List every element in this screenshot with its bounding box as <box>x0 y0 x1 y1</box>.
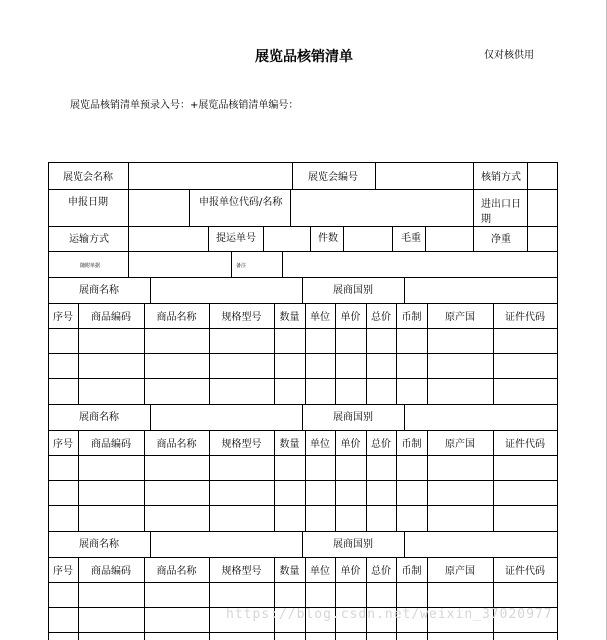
column-header: 总价 <box>371 439 391 450</box>
grid-line-horizontal <box>48 353 558 354</box>
column-header: 证件代码 <box>505 312 545 323</box>
grid-line-vertical <box>144 303 145 404</box>
grid-line-vertical <box>209 557 210 640</box>
grid-line-horizontal <box>48 531 558 532</box>
grid-line-horizontal <box>48 455 558 456</box>
grid-line-vertical <box>282 251 283 277</box>
expo-no-label: 展览会编号 <box>308 172 358 183</box>
grid-line-horizontal <box>48 277 558 278</box>
grid-line-vertical <box>78 557 79 640</box>
grid-line-horizontal <box>48 480 558 481</box>
grid-line-vertical <box>302 277 303 303</box>
grid-line-vertical <box>208 226 209 251</box>
grid-line-vertical <box>274 303 275 404</box>
column-header: 证件代码 <box>505 566 545 577</box>
column-header: 单位 <box>310 439 330 450</box>
grid-line-vertical <box>48 162 49 640</box>
column-header: 币制 <box>401 566 422 577</box>
column-header: 数量 <box>279 312 300 323</box>
grid-line-horizontal <box>48 557 558 558</box>
column-header: 单价 <box>340 566 361 577</box>
remarks-label: 备注 <box>236 263 247 269</box>
grid-line-vertical <box>375 162 376 189</box>
column-header: 商品编码 <box>91 566 131 577</box>
bill-no-label: 提运单号 <box>216 233 256 244</box>
grid-line-vertical <box>473 189 474 226</box>
grid-line-horizontal <box>48 632 558 633</box>
grid-line-vertical <box>290 189 291 226</box>
grid-line-vertical <box>128 189 129 226</box>
grid-line-horizontal <box>48 505 558 506</box>
grid-line-vertical <box>305 430 306 531</box>
column-header: 序号 <box>53 566 73 577</box>
grid-line-horizontal <box>48 328 558 329</box>
grid-line-vertical <box>366 430 367 531</box>
pieces-label: 件数 <box>318 233 338 244</box>
grid-line-vertical <box>427 430 428 531</box>
grid-line-vertical <box>335 430 336 531</box>
grid-line-vertical <box>150 404 151 430</box>
exhibitor-name-label: 展商名称 <box>79 285 119 296</box>
column-header: 规格型号 <box>221 312 262 323</box>
grid-line-vertical <box>209 430 210 531</box>
grid-line-vertical <box>425 226 426 251</box>
grid-line-horizontal <box>48 162 558 163</box>
grid-line-vertical <box>493 557 494 640</box>
grid-line-vertical <box>302 404 303 430</box>
column-header: 数量 <box>279 566 300 577</box>
grid-line-horizontal <box>48 189 558 190</box>
verify-method-label: 核销方式 <box>481 172 521 183</box>
declare-date-label: 申报日期 <box>68 197 108 208</box>
grid-line-vertical <box>404 277 405 303</box>
grid-line-vertical <box>209 303 210 404</box>
attached-docs-label: 随附单据 <box>80 263 101 269</box>
grid-line-vertical <box>128 251 129 277</box>
grid-line-vertical <box>78 303 79 404</box>
grid-line-vertical <box>527 162 528 189</box>
usage-note: 仅对核供用 <box>484 50 534 61</box>
column-header: 商品名称 <box>156 566 197 577</box>
grid-line-horizontal <box>48 430 558 431</box>
grid-line-vertical <box>335 303 336 404</box>
grid-line-vertical <box>305 557 306 640</box>
net-weight-label: 净重 <box>491 234 511 245</box>
grid-line-vertical <box>144 430 145 531</box>
grid-line-vertical <box>527 189 528 226</box>
grid-line-horizontal <box>48 404 558 405</box>
column-header: 原产国 <box>445 439 475 450</box>
grid-line-vertical <box>310 226 311 251</box>
column-header: 原产国 <box>445 312 475 323</box>
grid-line-vertical <box>527 226 528 251</box>
grid-line-vertical <box>335 557 336 640</box>
column-header: 总价 <box>371 566 391 577</box>
grid-line-vertical <box>231 251 232 277</box>
grid-line-vertical <box>128 226 129 251</box>
grid-line-vertical <box>366 557 367 640</box>
exhibitor-country-label: 展商国别 <box>333 539 373 550</box>
column-header: 序号 <box>53 312 73 323</box>
transport-label: 运输方式 <box>69 234 109 245</box>
column-header: 商品编码 <box>91 312 131 323</box>
document-title: 展览品核销清单 <box>255 49 353 65</box>
exhibitor-name-label: 展商名称 <box>79 539 119 550</box>
grid-line-horizontal <box>48 582 558 583</box>
exhibitor-country-label: 展商国别 <box>333 285 373 296</box>
grid-line-vertical <box>404 404 405 430</box>
grid-line-vertical <box>274 430 275 531</box>
grid-line-vertical <box>366 303 367 404</box>
column-header: 单价 <box>340 439 361 450</box>
io-date-label: 进出口日期 <box>481 199 521 225</box>
watermark: https://blog.csdn.net/weixin_37020977 <box>226 607 553 622</box>
column-header: 规格型号 <box>221 566 262 577</box>
grid-line-vertical <box>493 430 494 531</box>
grid-line-horizontal <box>48 251 558 252</box>
column-header: 证件代码 <box>505 439 545 450</box>
grid-line-vertical <box>302 531 303 557</box>
grid-line-vertical <box>305 303 306 404</box>
column-header: 原产国 <box>445 566 475 577</box>
grid-line-vertical <box>263 226 264 251</box>
grid-line-vertical <box>396 430 397 531</box>
grid-line-vertical <box>557 162 558 640</box>
grid-line-vertical <box>292 162 293 189</box>
grid-line-vertical <box>343 226 344 251</box>
column-header: 商品名称 <box>156 312 197 323</box>
exhibitor-country-label: 展商国别 <box>333 412 373 423</box>
expo-name-label: 展览会名称 <box>63 172 113 183</box>
gross-weight-label: 毛重 <box>401 233 421 244</box>
grid-line-vertical <box>78 430 79 531</box>
column-header: 规格型号 <box>221 439 262 450</box>
grid-line-vertical <box>392 226 393 251</box>
grid-line-vertical <box>493 303 494 404</box>
exhibitor-name-label: 展商名称 <box>79 412 119 423</box>
grid-line-vertical <box>150 531 151 557</box>
column-header: 币制 <box>401 439 422 450</box>
grid-line-vertical <box>274 557 275 640</box>
grid-line-vertical <box>473 226 474 251</box>
grid-line-horizontal <box>48 226 558 227</box>
grid-line-vertical <box>396 557 397 640</box>
column-header: 商品编码 <box>91 439 131 450</box>
grid-line-vertical <box>150 277 151 303</box>
column-header: 单位 <box>310 566 330 577</box>
declarer-label: 申报单位代码/名称 <box>199 197 283 208</box>
column-header: 商品名称 <box>156 439 197 450</box>
reference-numbers-line: 展览品核销清单预录入号：+展览品核销清单编号： <box>70 100 299 111</box>
column-header: 单位 <box>310 312 330 323</box>
grid-line-vertical <box>144 557 145 640</box>
grid-line-vertical <box>189 189 190 226</box>
grid-line-horizontal <box>48 378 558 379</box>
column-header: 总价 <box>371 312 391 323</box>
grid-line-vertical <box>404 531 405 557</box>
column-header: 币制 <box>401 312 422 323</box>
grid-line-vertical <box>427 557 428 640</box>
grid-line-vertical <box>427 303 428 404</box>
column-header: 序号 <box>53 439 73 450</box>
grid-line-vertical <box>396 303 397 404</box>
grid-line-vertical <box>128 162 129 189</box>
column-header: 单价 <box>340 312 361 323</box>
grid-line-horizontal <box>48 303 558 304</box>
grid-line-vertical <box>473 162 474 189</box>
column-header: 数量 <box>279 439 300 450</box>
